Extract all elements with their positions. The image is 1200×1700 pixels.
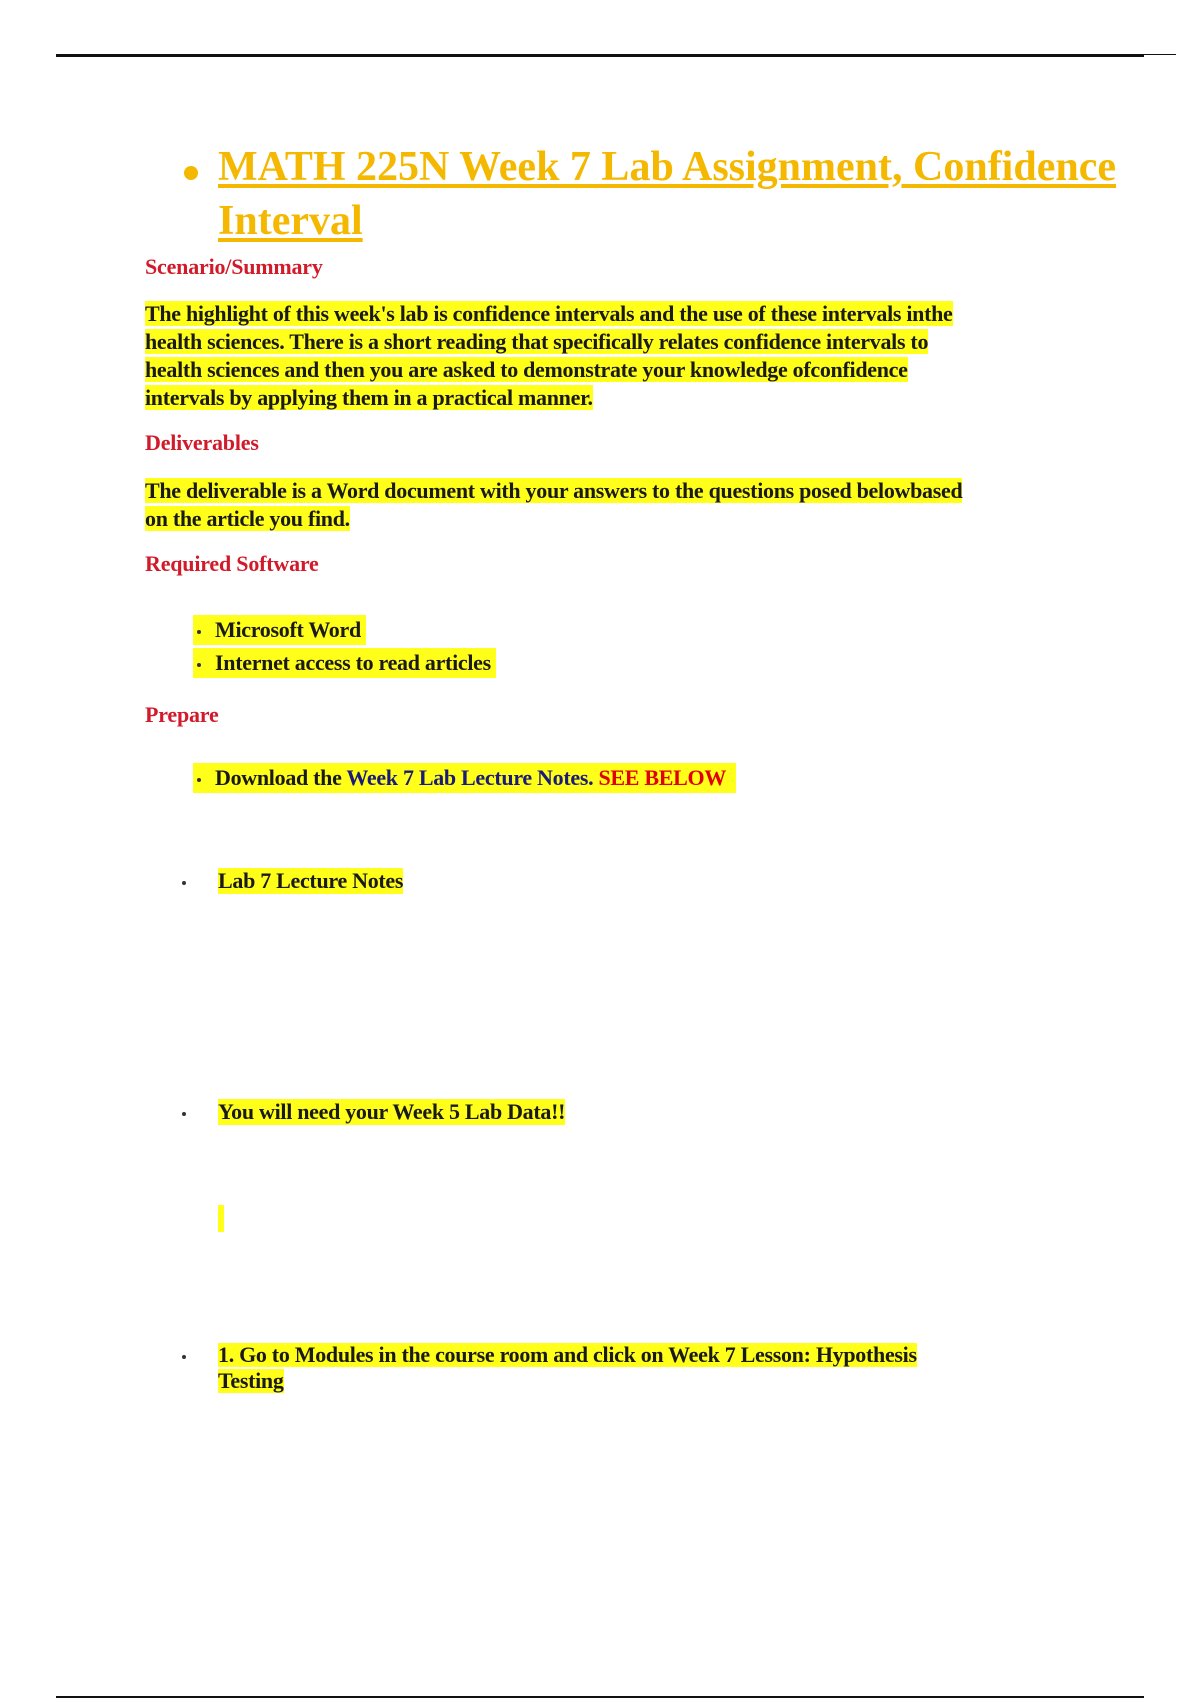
heading-deliverables: Deliverables	[145, 430, 259, 455]
document-title	[178, 140, 1188, 248]
scenario-line: The highlight of this week's lab is confidence intervals and the use of these intervals inthe	[145, 301, 953, 326]
heading-required-software: Required Software	[145, 551, 319, 576]
see-below-text: SEE BELOW	[593, 765, 727, 790]
software-item-internet: Internet access to read articles	[193, 648, 496, 678]
bullet-icon	[197, 663, 201, 667]
deliverables-paragraph	[145, 477, 1075, 533]
bullet-week5-data: You will need your Week 5 Lab Data!!	[180, 1099, 565, 1125]
deliverables-line: on the article you find.	[145, 506, 350, 531]
bullet-icon	[197, 778, 201, 782]
prepare-download-item: Download the Week 7 Lab Lecture Notes. SEE BELOW	[193, 763, 736, 793]
bullet-lecture-notes: Lab 7 Lecture Notes	[180, 868, 403, 894]
bullet-icon	[182, 881, 186, 885]
scenario-line: intervals by applying them in a practical manner.	[145, 385, 593, 410]
scenario-line: health sciences and then you are asked to demonstrate your knowledge ofconfidence	[145, 357, 908, 382]
bottom-rule	[56, 1696, 1144, 1698]
lecture-notes-link[interactable]: Week 7 Lab Lecture Notes.	[346, 765, 594, 790]
bullet-step-1	[180, 1342, 917, 1394]
heading-scenario: Scenario/Summary	[145, 254, 323, 279]
step1-line2: Testing	[218, 1368, 284, 1393]
software-item-word: Microsoft Word	[193, 615, 366, 645]
scenario-line: health sciences. There is a short reading that specifically relates confidence intervals to	[145, 329, 929, 354]
top-rule	[56, 54, 1144, 57]
step1-line1: 1. Go to Modules in the course room and click on Week 7 Lesson: Hypothesis	[218, 1342, 917, 1367]
title-bullet-icon	[184, 166, 198, 180]
heading-prepare: Prepare	[145, 702, 219, 727]
bullet-icon	[197, 630, 201, 634]
bullet-icon	[182, 1112, 186, 1116]
bullet-icon	[182, 1355, 186, 1359]
highlight-marker	[218, 1205, 224, 1232]
title-text: MATH 225N Week 7 Lab Assignment, Confidence Interval	[218, 144, 1116, 244]
top-rule-tail	[1144, 54, 1176, 55]
scenario-paragraph	[145, 300, 1075, 412]
deliverables-line: The deliverable is a Word document with your answers to the questions posed belowbased	[145, 478, 963, 503]
